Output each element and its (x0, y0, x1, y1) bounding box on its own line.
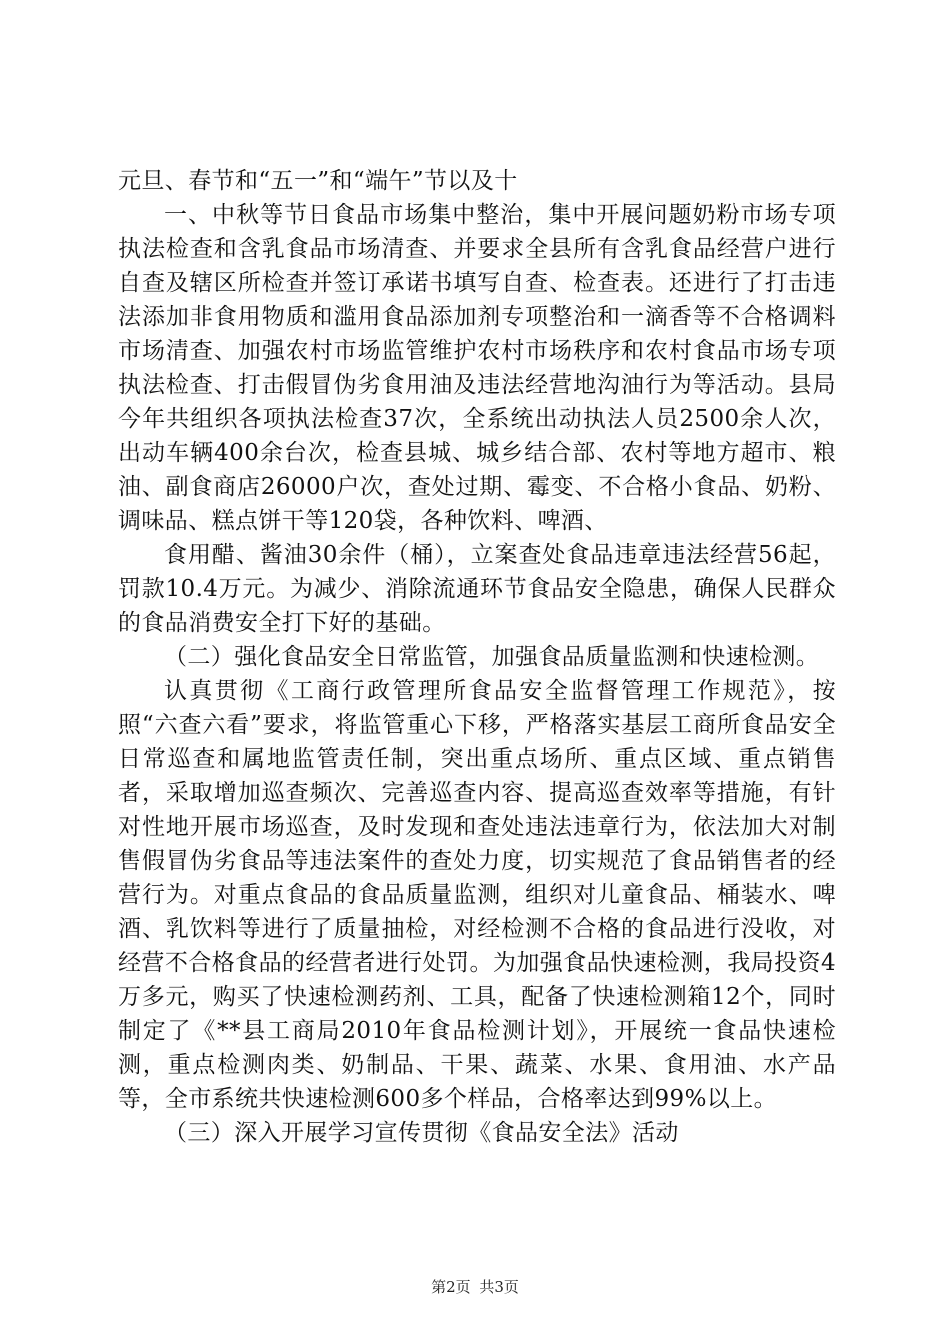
paragraph-1: 元旦、春节和“五一”和“端午”节以及十 (118, 168, 518, 194)
section-heading-3: （三）深入开展学习宣传贯彻《食品安全法》活动 (164, 1120, 679, 1146)
page-total: 共3页 (479, 1278, 519, 1296)
page-number: 第2页 (431, 1278, 471, 1296)
section-heading-2: （二）强化食品安全日常监管，加强食品质量监测和快速检测。 (164, 644, 820, 670)
document-body (118, 164, 836, 1150)
paragraph-4: 认真贯彻《工商行政管理所食品安全监督管理工作规范》，按照“六查六看”要求，将监管重心下移，严格落实基层工商所食品安全日常巡查和属地监管责任制，突出重点场所、重点区域、重点销售者，采取增加巡查频次、完善巡查内容、提高巡查效率等措施，有针对性地开展市场巡查，及时发现和查处违法违章行为，依法加大对制售假冒伪劣食品等违法案件的查处力度，切实规范了食品销售者的经营行为。对重点食品的食品质量监测，组织对儿童食品、桶装水、啤酒、乳饮料等进行了质量抽检，对经检测不合格的食品进行没收，对经营不合格食品的经营者进行处罚。为加强食品快速检测，我局投资4万多元，购买了快速检测药剂、工具，配备了快速检测箱12个，同时制定了《**县工商局2010年食品检测计划》，开展统一食品快速检测，重点检测肉类、奶制品、干果、蔬菜、水果、食用油、水产品等，全市系统共快速检测600多个样品，合格率达到99%以上。 (118, 678, 836, 1112)
paragraph-3: 食用醋、酱油30余件（桶），立案查处食品违章违法经营56起，罚款10.4万元。为减少、消除流通环节食品安全隐患，确保人民群众的食品消费安全打下好的基础。 (118, 542, 836, 636)
paragraph-2: 一、中秋等节日食品市场集中整治，集中开展问题奶粉市场专项执法检查和含乳食品市场清查、并要求全县所有含乳食品经营户进行自查及辖区所检查并签订承诺书填写自查、检查表。还进行了打击违法添加非食用物质和滥用食品添加剂专项整治和一滴香等不合格调料市场清查、加强农村市场监管维护农村市场秩序和农村食品市场专项执法检查、打击假冒伪劣食用油及违法经营地沟油行为等活动。县局今年共组织各项执法检查37次，全系统出动执法人员2500余人次，出动车辆400余台次，检查县城、城乡结合部、农村等地方超市、粮油、副食商店26000户次，查处过期、霉变、不合格小食品、奶粉、调味品、糕点饼干等120袋，各种饮料、啤酒、 (118, 202, 836, 534)
page-footer (0, 1277, 950, 1297)
